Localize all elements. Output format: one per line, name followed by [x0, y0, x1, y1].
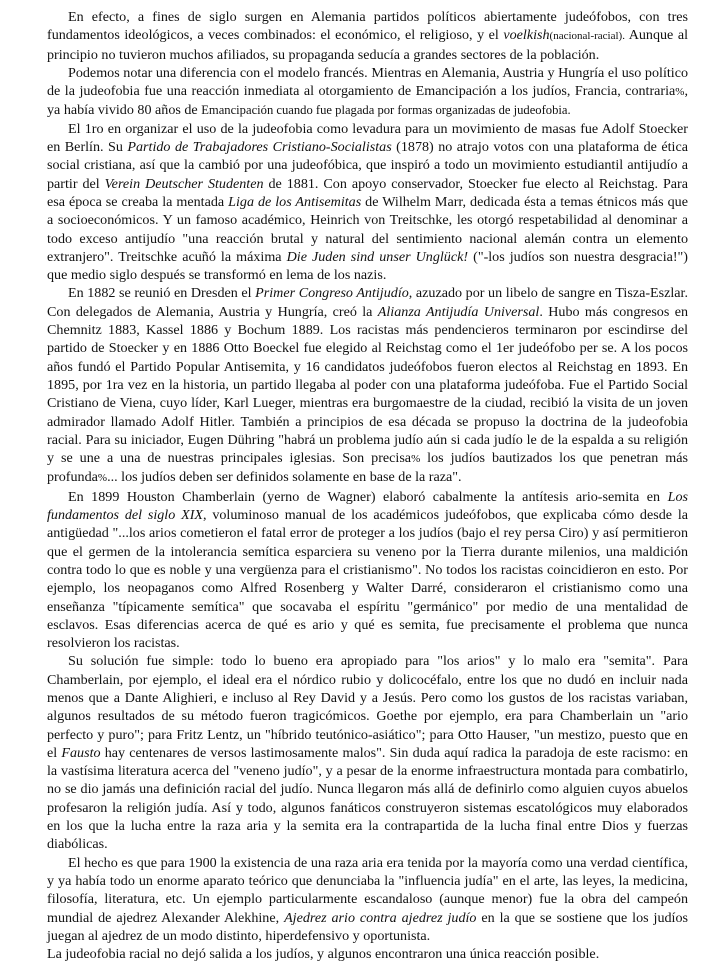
italic-text: Primer Congreso Antijudío	[255, 285, 409, 302]
text-run: de 1881. Con apoyo conservador, Stoecker fue electo al Reichstag. Para esa época se creaba la mentada	[47, 175, 688, 210]
text-run: Su solución fue simple: todo lo bueno era apropiado para "los arios" y lo malo era "semita". Para Chamberlain, por ejemplo, el ideal era el nórdico rubio y dolicocéfalo, entre los que no dudó en incluir nada menos que a Dante Alighieri, e incluso al Rey David y a Jesús. Pero como los gustos de los racistas variaban, algunos resultados de su método fueron tragicómicos. Goethe por ejemplo, era para Chamberlain un "ario perfecto y puro"; para Fritz Lentz, un "híbrido teutónico-asiático"; para Otto Hauser, "un mestizo, puesto que en el	[47, 653, 688, 761]
text-run: , azuzado por un libelo de sangre en Tisza-Eszlar. Con delegados de Alemania, Austria y Hungría, creó la	[47, 285, 688, 320]
text-run: El 1ro en organizar el uso de la judeofobia como levadura para un movimiento de masas fue Adolf Stoecker en Berlín. Su	[47, 120, 688, 156]
text-run: , ya había vivido 80 años de	[47, 83, 688, 119]
text-run: %	[97, 472, 108, 485]
paragraph	[47, 854, 688, 945]
text-run: de Wilhelm Marr, dedicada ésta a temas étnicos más que a socioeconómicos. Y un famoso académico, Heinrich von Treitschke, les otorgó respetabilidad al denominar a todo exceso antijudío "una reacción brutal y natural del sentimiento nacional alemán contra un elemento extranjero". Treitschke acuñó la máxima	[47, 193, 688, 265]
text-run: . Hubo más congresos en Chemnitz 1883, Kassel 1886 y Bochum 1889. Los racistas más pendencieros terminaron por escindirse del partido de Stoecker y en 1886 Otto Boeckel fue elegido al Reichstag como el 1er judeófobo per se. A los pocos años fundó el Partido Popular Antisemita, y 16 candidatos judeófobos fueron electos al Reichstag en 1893. En 1895, por 1ra vez en la historia, un partido llegaba al poder con una plataforma judeófoba. Fue el Partido Social Cristiano de Viena, cuyo líder, Karl Lueger, mientras era burgomaestre de la ciudad, recibió la visita de un joven admirador llamado Adolf Hitler. También a principios de esa década se propuso la doctrina de la judeofobia racial. Para su iniciador, Eugen Dühring "habrá un problema judío aún si cada judío le de la espalda a su religión y se une a una de nuestras principales iglesias. Son precisa	[47, 303, 688, 467]
text-run: (nacional-racial).	[549, 30, 625, 43]
text-run: Podemos notar una diferencia con el modelo francés. Mientras en Alemania, Austria y Hungría el uso político de la judeofobia fue una reacción inmediata al otorgamiento de Emancipación a los judíos, Francia, contraria	[47, 64, 688, 100]
text-run: hay centenares de versos lastimosamente malos". Sin duda aquí radica la paradoja de este racismo: en la vastísima literatura acerca del "veneno judío", y a pesar de la enorme infraestructura montada para combatirlo, no se dio jamás una definición racial del judío. Nunca llegaron más allá de definirlo como alguien cuyos abuelos profesaron la religión judía. Así y todo, algunos fanáticos construyeron sistemas escatológicos muy elaborados en los que la lucha entre la raza aria y la semita era la contrapartida de la lucha final entre Dios y fuerzas diabólicas.	[47, 744, 688, 853]
text-run: ... los judíos deben ser definidos solamente en base de la raza".	[107, 469, 462, 486]
document-page	[47, 8, 688, 963]
italic-text: Die Juden sind unser Unglück!	[286, 248, 469, 265]
paragraph	[47, 945, 688, 963]
text-run: ("-los judíos son nuestra desgracia!") que medio siglo después se transformó en lema de los nazis.	[47, 248, 688, 284]
italic-text: voelkish	[503, 27, 550, 44]
text-run: La judeofobia racial no dejó salida a los judíos, y algunos encontraron una única reacción posible.	[47, 946, 600, 963]
text-run: En 1899 Houston Chamberlain (yerno de Wagner) elaboró cabalmente la antítesis ario-semita en	[68, 488, 668, 505]
paragraph	[47, 488, 688, 653]
italic-text: Ajedrez ario contra ajedrez judío	[284, 909, 477, 926]
text-run: los judíos bautizados los que penetran más profunda	[47, 450, 688, 486]
italic-text: Liga de los Antisemitas	[228, 193, 362, 210]
text-run: en la que se sostiene que los judíos juegan al ajedrez de un modo distinto, hiperdefensivo y oportunista.	[47, 909, 688, 944]
text-run: En 1882 se reunió en Dresden el	[68, 285, 256, 302]
italic-text: Verein Deutscher Studenten	[104, 175, 264, 192]
text-run: Aunque al principio no tuvieron muchos afiliados, su propaganda seducía a grandes sectores de la población.	[47, 27, 689, 63]
paragraph	[47, 120, 688, 285]
text-run: El hecho es que para 1900 la existencia de una raza aria era tenida por la mayoría como una verdad científica, y ya había todo un enorme aparato teórico que denunciaba la "influencia judía" en el arte, las leyes, la medicina, filosofía, literatura, etc. Un ejemplo particularmente escandaloso (aunque menor) fue la obra del campeón mundial de ajedrez Alexander Alekhine,	[47, 854, 688, 926]
italic-text: Fausto	[61, 744, 101, 761]
text-run: %	[411, 453, 421, 466]
paragraph	[47, 64, 688, 120]
text-run: (1878) no atrajo votos con una plataforma de ética social cristiana, así que la cambió por una judeofóbica, que inspiró a todo un movimiento estudiantil antijudío a partir del	[47, 139, 688, 192]
text-run: En efecto, a fines de siglo surgen en Alemania partidos políticos abiertamente judeófobos, con tres fundamentos ideológicos, a veces combinados: el económico, el religioso, y el	[47, 9, 688, 44]
text-run: , voluminoso manual de los académicos judeófobos, que explicaba cómo desde la antigüedad "...los arios cometieron el fatal error de proteger a los judíos (bajo el rey persa Ciro) y así permitieron que el germen de la intolerancia semítica esparciera su veneno por la Tierra durante milenios, una maldición contra todo lo que es noble y una vergüenza para el cristianismo". No todos los racistas coincidieron en esto. Por ejemplo, los neopaganos como Alfred Rosenberg y Walter Darré, consideraron el cristianismo como una enseñanza "típicamente semítica" que socavaba el espíritu "germánico" por medio de una mentalidad de esclavos. Esas diferencias acerca de qué es ario y qué es semita, fue precisamente el problema que nunca resolvieron los racistas.	[47, 507, 688, 652]
italic-text: Los fundamentos del siglo XIX	[47, 488, 688, 524]
italic-text: Alianza Antijudía Universal	[377, 303, 540, 320]
paragraph	[47, 652, 688, 853]
text-run: Emancipación cuando fue plagada por formas organizadas de judeofobia.	[201, 103, 571, 118]
paragraph	[47, 284, 688, 487]
italic-text: Partido de Trabajadores Cristiano-Socialistas	[127, 139, 392, 156]
paragraph	[47, 8, 688, 64]
text-run: %	[675, 86, 685, 99]
